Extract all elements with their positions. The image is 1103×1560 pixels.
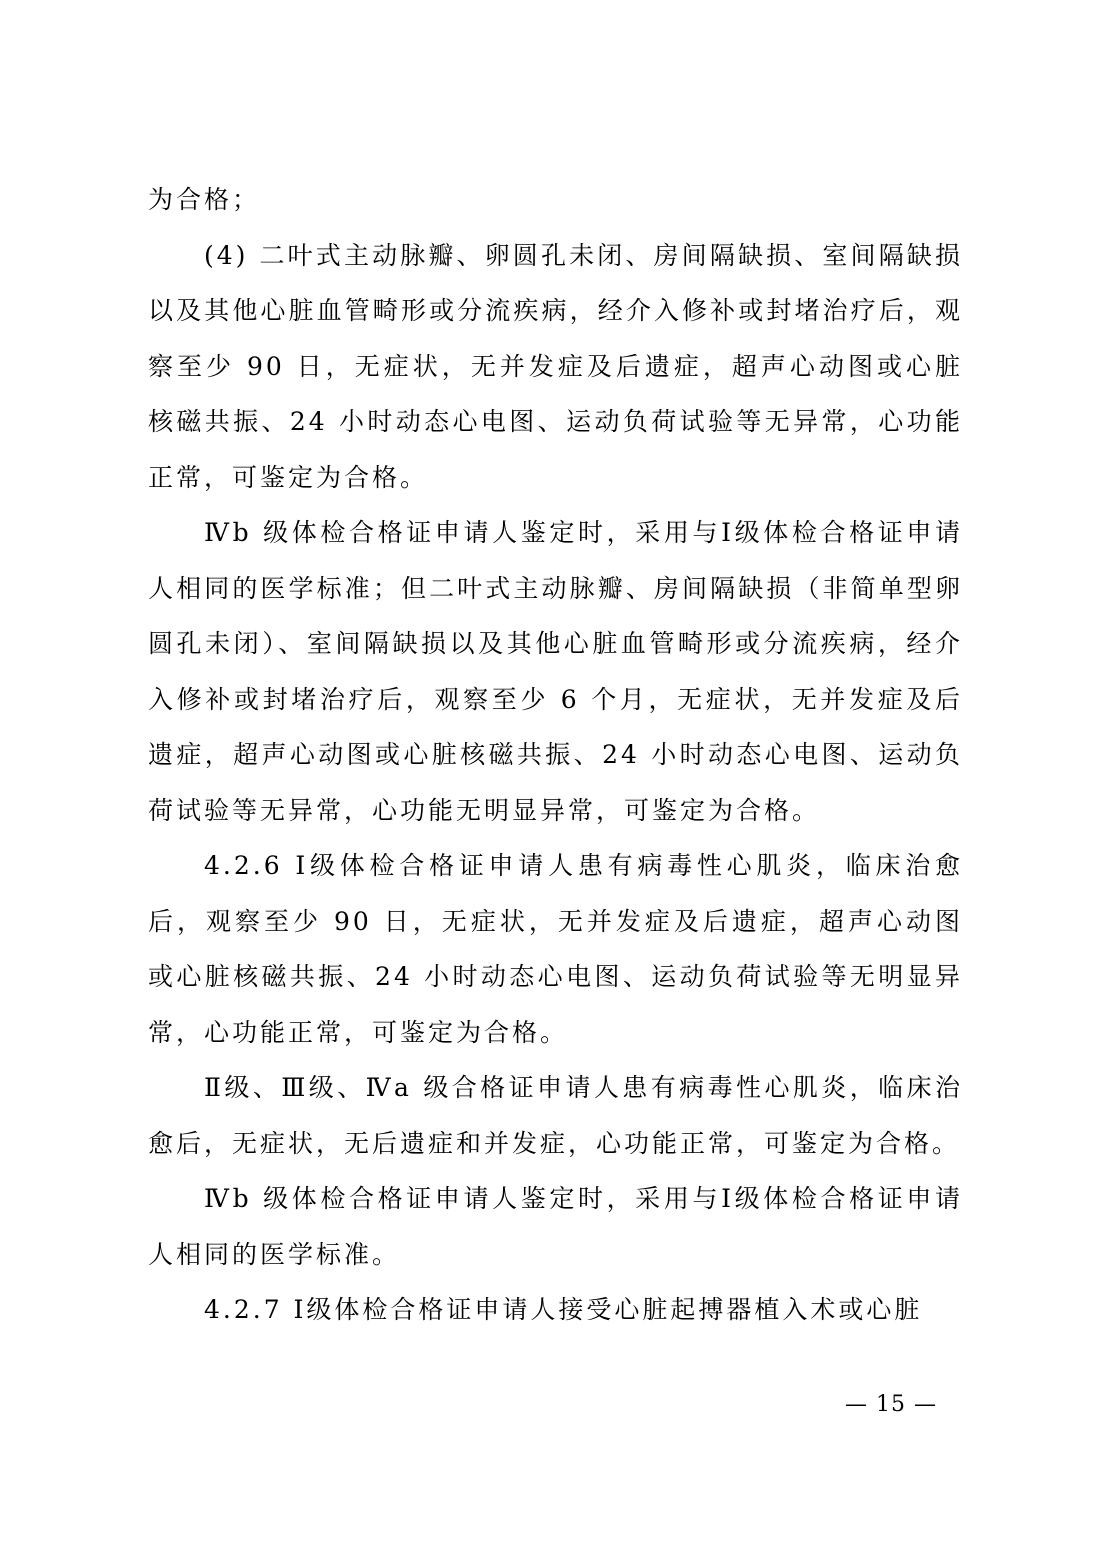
page-number: — 15 — [845, 1392, 937, 1417]
paragraph-class-2-3-4a: Ⅱ级、Ⅲ级、Ⅳa 级合格证申请人患有病毒性心肌炎，临床治愈后，无症状，无后遗症和并发症，心功能正常，可鉴定为合格。 [148, 1073, 963, 1158]
paragraph-ivb-standard: Ⅳb 级体检合格证申请人鉴定时，采用与Ⅰ级体检合格证申请人相同的医学标准；但二叶式主动脉瓣、房间隔缺损（非简单型卵圆孔未闭）、室间隔缺损以及其他心脏血管畸形或分流疾病，经介入修补或封堵治疗后，观察至少 6 个月，无症状，无并发症及后遗症，超声心动图或心脏核磁共振、24 小时动态心电图、运动负荷试验等无异常，心功能无明显异常，可鉴定为合格。 [148, 518, 963, 825]
paragraph-ivb-same-standard: Ⅳb 级体检合格证申请人鉴定时，采用与Ⅰ级体检合格证申请人相同的医学标准。 [148, 1184, 963, 1269]
paragraph-4-2-6: 4.2.6 Ⅰ级体检合格证申请人患有病毒性心肌炎，临床治愈后，观察至少 90 日，无症状，无并发症及后遗症，超声心动图或心脏核磁共振、24 小时动态心电图、运动负荷试验等无明显异常，心功能正常，可鉴定为合格。 [148, 851, 963, 1047]
paragraph-item-4: (4) 二叶式主动脉瓣、卵圆孔未闭、房间隔缺损、室间隔缺损以及其他心脏血管畸形或分流疾病，经介入修补或封堵治疗后，观察至少 90 日，无症状，无并发症及后遗症，超声心动图或心脏核磁共振、24 小时动态心电图、运动负荷试验等无异常，心功能正常，可鉴定为合格。 [148, 240, 963, 492]
paragraph-4-2-7: 4.2.7 Ⅰ级体检合格证申请人接受心脏起搏器植入术或心脏 [204, 1295, 923, 1324]
paragraph-continuation: 为合格； [148, 185, 261, 214]
body-text [148, 172, 963, 1338]
